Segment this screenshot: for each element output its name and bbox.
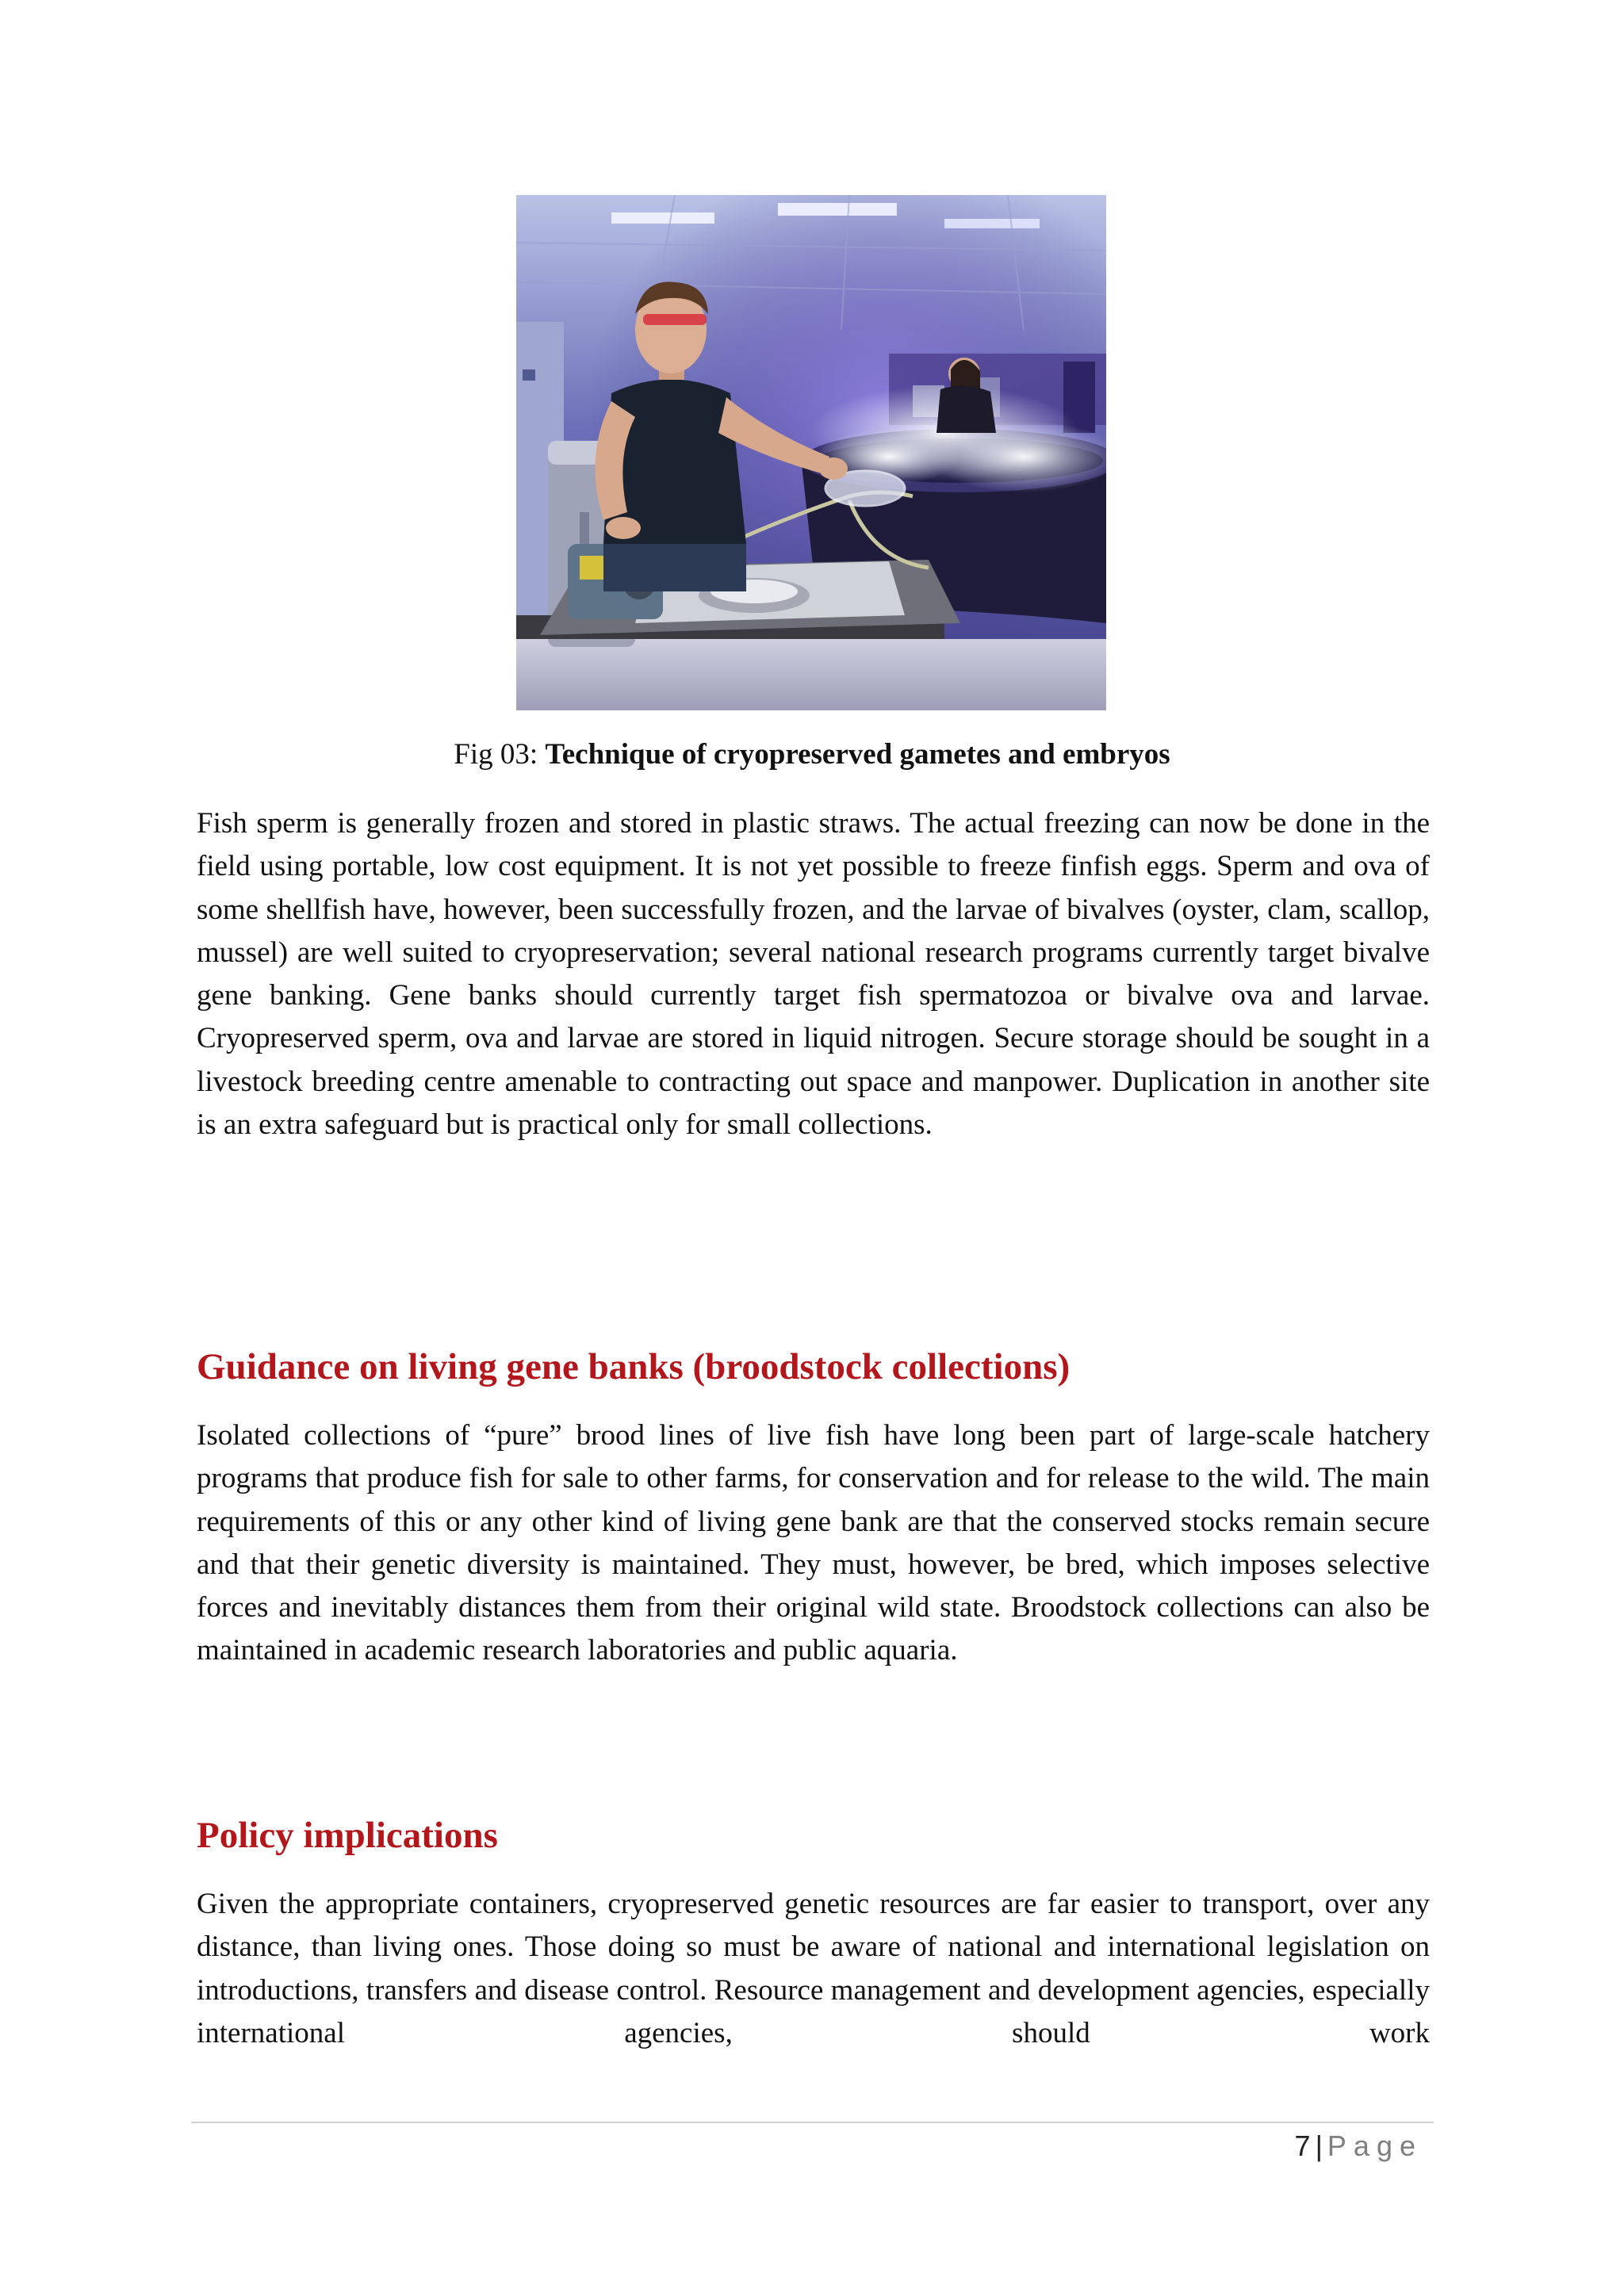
- page-number-value: 7: [1294, 2130, 1311, 2162]
- section-heading-policy-implications: Policy implications: [197, 1815, 498, 1856]
- paragraph-cryopreservation: [197, 802, 1430, 1146]
- paragraph-living-gene-banks: [197, 1414, 1430, 1673]
- caption-title: Technique of cryopreserved gametes and embryos: [545, 738, 1170, 771]
- figure-caption: [0, 736, 1624, 774]
- paragraph-text: Given the appropriate containers, cryopreserved genetic resources are far easier to transport, over any distance, than living ones. Those doing so must be aware of national and international legislation on introductions, transfers and disease control. Resource management and development agencies, especially international agencies, should work: [197, 1888, 1430, 2049]
- page-number-separator: |: [1315, 2130, 1323, 2162]
- page-word: Page: [1327, 2130, 1423, 2162]
- paragraph-policy-implications: [197, 1883, 1430, 2055]
- page-number: [1295, 2127, 1423, 2165]
- section-heading-living-gene-banks: Guidance on living gene banks (broodstock collections): [197, 1346, 1071, 1387]
- footer-divider: [191, 2122, 1434, 2123]
- paragraph-text: Fish sperm is generally frozen and stored in plastic straws. The actual freezing can now be done in the field using portable, low cost equipment. It is not yet possible to freeze finfish eggs. Sperm and ova of some shellfish have, however, been successfully frozen, and the larvae of bivalves (oyster, clam, scallop, mussel) are well suited to cryopreservation; several national research programs currently target bivalve gene banking. Gene banks should currently target fish spermatozoa or bivalve ova and larvae. Cryopreserved sperm, ova and larvae are stored in liquid nitrogen. Secure storage should be sought in a livestock breeding centre amenable to contracting out space and manpower. Duplication in another site is an extra safeguard but is practical only for small collections.: [197, 807, 1430, 1142]
- paragraph-text: Isolated collections of “pure” brood lines of live fish have long been part of large-scale hatchery programs that produce fish for sale to other farms, for conservation and for release to the wild. The main requirements of this or any other kind of living gene bank are that the conserved stocks remain secure and that their genetic diversity is maintained. They must, however, be bred, which imposes selective forces and inevitably distances them from their original wild state. Broodstock collections can also be maintained in academic research laboratories and public aquaria.: [197, 1419, 1430, 1667]
- figure-image: [516, 195, 1106, 710]
- lab-photo: [516, 195, 1106, 710]
- caption-prefix: Fig 03:: [454, 738, 546, 771]
